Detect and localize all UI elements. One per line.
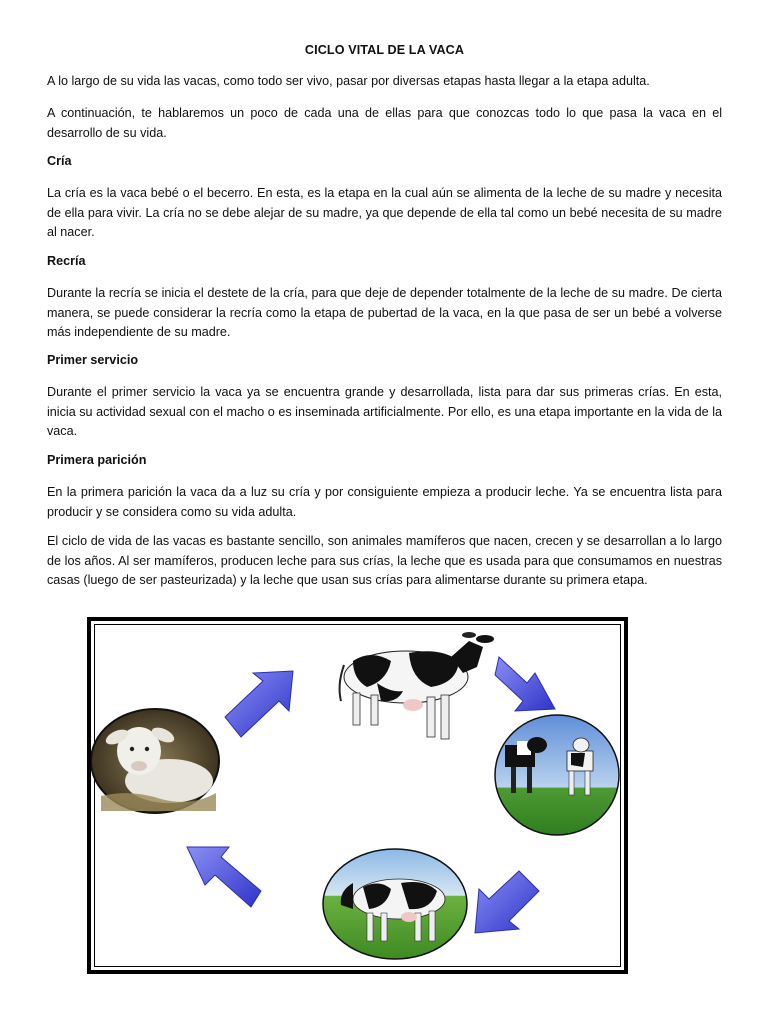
life-cycle-figure	[87, 617, 628, 974]
section-text-recria: Durante la recría se inicia el destete de la cría, para que deje de depender totalmente de la leche de su madre. De cierta manera, se puede considerar la recría como la etapa de pubertad de la vaca, en la que pasa de ser un bebé a volverse más independiente de su madre.	[47, 286, 722, 339]
section-text-primera-paricion: En la primera parición la vaca da a luz su cría y por consiguiente empieza a producir leche. Ya se encuentra lista para producir y se considera como su vida adulta.	[47, 485, 722, 519]
section-text-cria: La cría es la vaca bebé o el becerro. En esta, es la etapa en la cual aún se alimenta de la leche de su madre y necesita de ella para vivir. La cría no se debe alejar de su madre, ya que depende de ella tal como un bebé necesita de su madre al nacer.	[47, 186, 722, 239]
closing-paragraph: El ciclo de vida de las vacas es bastante sencillo, son animales mamíferos que nacen, crecen y se desarrollan a lo largo de los años. Al ser mamíferos, producen leche para sus crías, la leche que es usada para que consumamos en nuestras casas (luego de ser pasteurizada) y la leche que usan sus crías para alimentarse durante su primera etapa.	[47, 534, 722, 587]
intro-paragraph-1: A lo largo de su vida las vacas, como todo ser vivo, pasar por diversas etapas hasta llegar a la etapa adulta.	[47, 74, 650, 88]
section-heading-cria: Cría	[47, 154, 72, 168]
section-heading-recria: Recría	[47, 254, 86, 268]
life-cycle-diagram	[91, 621, 624, 970]
section-text-primer-servicio: Durante el primer servicio la vaca ya se encuentra grande y desarrollada, lista para dar sus primeras crías. En esta, inicia su actividad sexual con el macho o es inseminada artificialmente. Por ello, es una etapa importante en la vida de la vaca.	[47, 385, 722, 438]
standing-cow-image	[340, 632, 494, 739]
intro-paragraph-2: A continuación, te hablaremos un poco de cada una de ellas para que conozcas todo lo que pasa la vaca en el desarrollo de su vida.	[47, 106, 722, 140]
grazing-cow-image	[323, 849, 467, 959]
section-heading-primera-paricion: Primera parición	[47, 453, 147, 467]
section-heading-primer-servicio: Primer servicio	[47, 353, 139, 367]
calf-image	[91, 709, 219, 813]
two-cows-image	[495, 715, 619, 835]
document-title: CICLO VITAL DE LA VACA	[304, 43, 465, 57]
